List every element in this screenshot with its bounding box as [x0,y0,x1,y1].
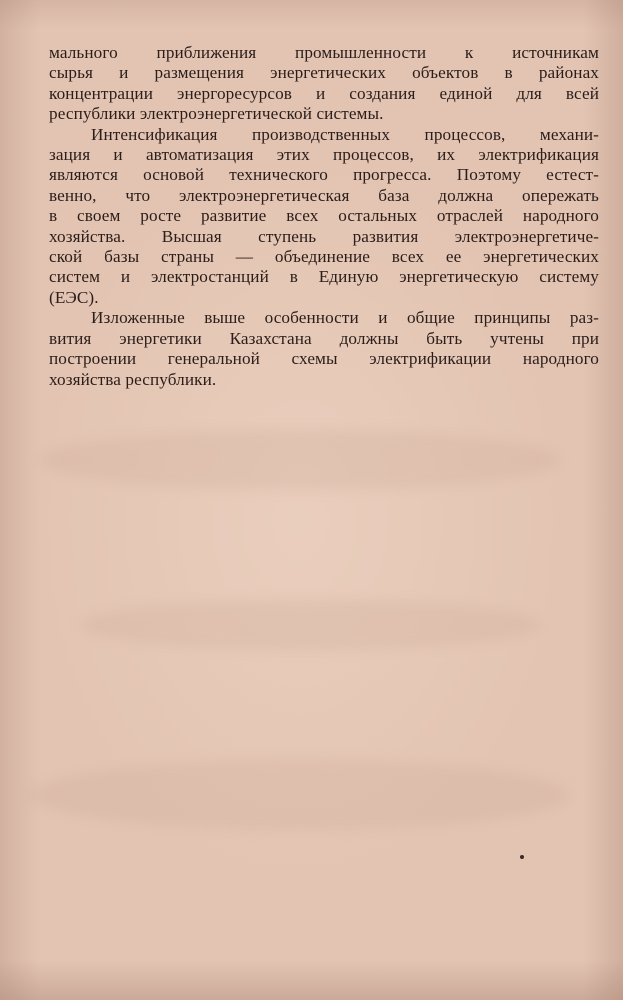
text-line: вития энергетики Казахстана должны быть учтены при [49,328,599,348]
text-line: Интенсификация производственных процессов, механи- [91,124,599,144]
ink-speck [520,855,524,859]
text-line: сырья и размещения энергетических объектов в районах [49,63,599,83]
text-line: хозяйства республики. [49,369,217,389]
paper-stain [30,760,570,830]
text-line: являются основой технического прогресса. Поэтому естест- [49,165,599,185]
text-line: систем и электростанций в Единую энергетическую систему [49,267,599,287]
text-line: в своем росте развитие всех остальных отраслей народного [49,206,599,226]
text-line: мального приближения промышленности к источникам [49,43,599,62]
text-line: построении генеральной схемы электрификации народного [49,349,599,369]
text-line: зация и автоматизация этих процессов, их электрификация [49,145,599,165]
text-line: ской базы страны — объединение всех ее энергетических [49,247,599,267]
text-line: республики электроэнергетической системы. [49,104,384,124]
text-line: венно, что электроэнергетическая база должна опережать [49,185,599,205]
body-text [49,43,599,390]
text-line: (ЕЭС). [49,287,99,307]
text-line: хозяйства. Высшая ступень развития электроэнергетиче- [49,226,599,246]
paragraph [49,125,599,309]
paragraph [49,308,599,390]
paper-stain [40,430,560,490]
paper-stain [80,600,540,650]
text-line: концентрации энергоресурсов и создания единой для всей [49,83,599,103]
text-line: Изложенные выше особенности и общие принципы раз- [91,308,599,328]
paragraph [49,43,599,125]
